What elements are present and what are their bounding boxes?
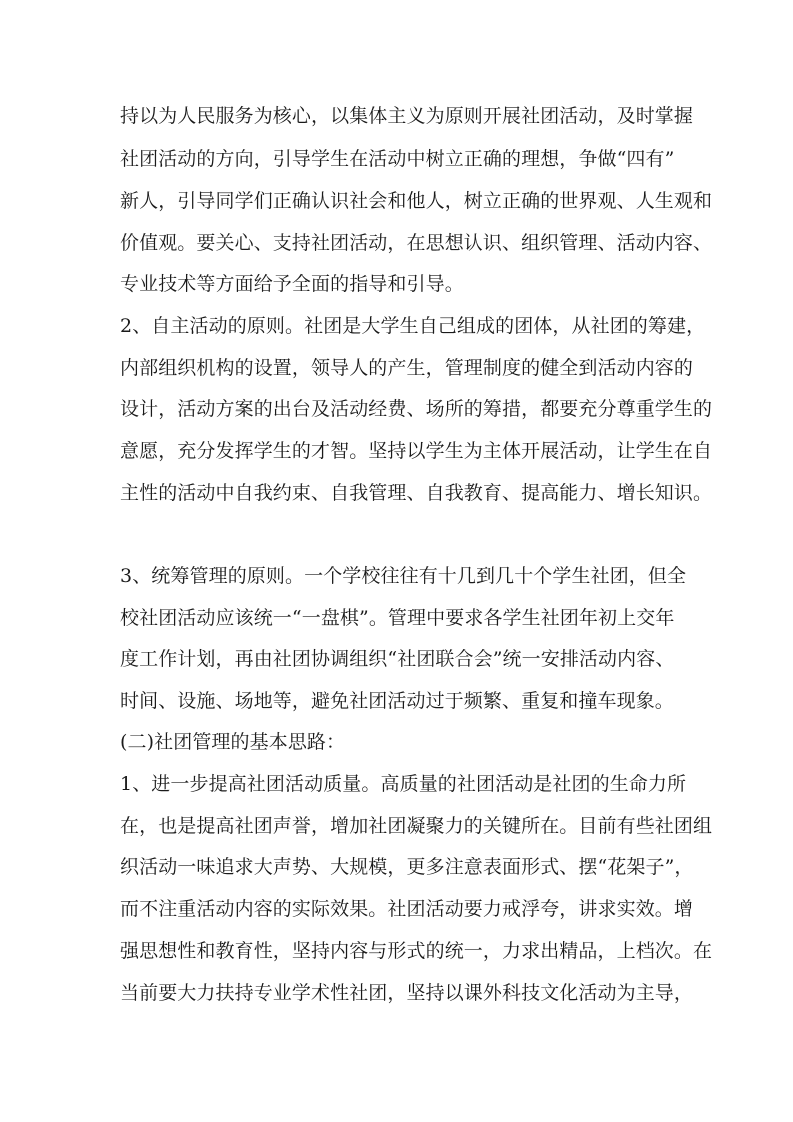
text-line: 校社团活动应该统一“一盘棋”。管理中要求各学生社团年初上交年 [120, 607, 675, 629]
text-line: 意愿，充分发挥学生的才智。坚持以学生为主体开展活动，让学生在自 [120, 440, 713, 462]
text-line: 专业技术等方面给予全面的指导和引导。 [120, 273, 464, 295]
text-line: 而不注重活动内容的实际效果。社团活动要力戒浮夸，讲求实效。增 [120, 898, 694, 920]
text-line: 1、进一步提高社团活动质量。高质量的社团活动是社团的生命力所 [120, 773, 687, 795]
text-line: 设计，活动方案的出台及活动经费、场所的筹措，都要充分尊重学生的 [120, 398, 713, 420]
text-line: 持以为人民服务为核心，以集体主义为原则开展社团活动，及时掌握 [120, 105, 694, 127]
text-line: 社团活动的方向，引导学生在活动中树立正确的理想，争做“四有” [120, 148, 675, 170]
text-line: 时间、设施、场地等，避免社团活动过于频繁、重复和撞车现象。 [120, 690, 674, 712]
text-line: 当前要大力扶持专业学术性社团，坚持以课外科技文化活动为主导， [120, 982, 694, 1004]
text-line: 度工作计划，再由社团协调组织“社团联合会”统一安排活动内容、 [120, 648, 675, 670]
text-line: 价值观。要关心、支持社团活动，在思想认识、组织管理、活动内容、 [120, 232, 713, 254]
section-heading: (二)社团管理的基本思路： [120, 731, 346, 753]
text-line: 织活动一味追求大声势、大规模，更多注意表面形式、摆“花架子”， [120, 856, 694, 878]
text-line: 3、统筹管理的原则。一个学校往往有十几到几十个学生社团，但全 [120, 565, 687, 587]
text-line: 内部组织机构的设置，领导人的产生，管理制度的健全到活动内容的 [120, 357, 694, 379]
text-line: 主性的活动中自我约束、自我管理、自我教育、提高能力、增长知识。 [120, 482, 713, 504]
text-line: 强思想性和教育性，坚持内容与形式的统一，力求出精品，上档次。在 [120, 940, 713, 962]
text-line: 新人，引导同学们正确认识社会和他人，树立正确的世界观、人生观和 [120, 190, 713, 212]
text-line: 在，也是提高社团声誉，增加社团凝聚力的关键所在。目前有些社团组 [120, 815, 713, 837]
text-line: 2、自主活动的原则。社团是大学生自己组成的团体，从社团的筹建， [120, 315, 706, 337]
